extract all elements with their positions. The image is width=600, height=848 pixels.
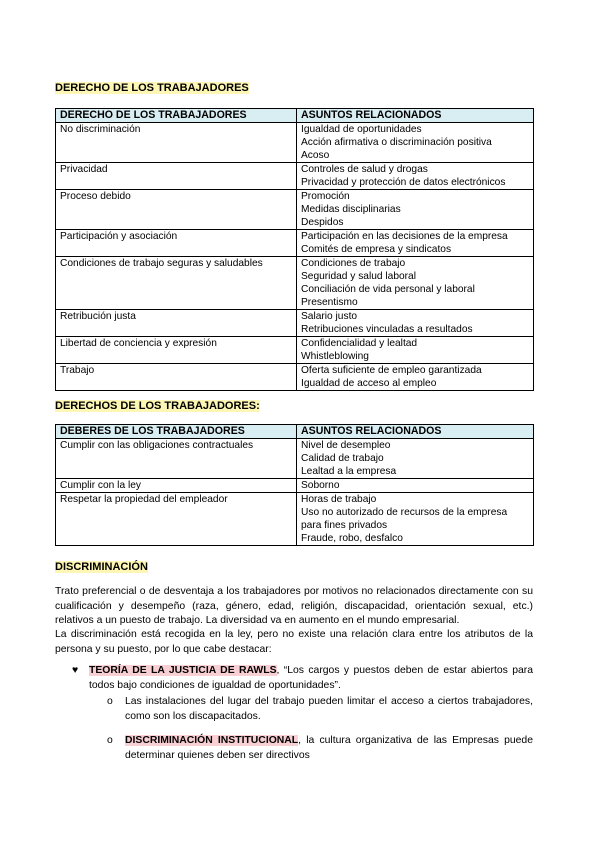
- topic-line: Acoso: [301, 150, 330, 161]
- table-row: [56, 337, 534, 364]
- topic-line: Despidos: [301, 217, 344, 228]
- table-header-row: [56, 425, 534, 439]
- row-label-cell: Cumplir con la ley: [56, 479, 297, 493]
- topic-line: Igualdad de oportunidades: [301, 124, 422, 135]
- row-label-cell: Participación y asociación: [56, 230, 297, 257]
- topic-line: Promoción: [301, 191, 350, 202]
- row-label-cell: Proceso debido: [56, 190, 297, 230]
- institutional-text: , la cultura organizativa de las Empresas puede determinar quienes deben ser directivos: [125, 735, 533, 761]
- paragraph-law: La discriminación está recogida en la ley, pero no existe una relación clara entre los atributos de la persona y su puesto, por lo que cabe destacar:: [55, 629, 533, 655]
- topic-line: Confidencialidad y lealtad: [301, 338, 418, 349]
- topic-line: Fraude, robo, desfalco: [301, 533, 403, 544]
- table-row: [56, 230, 534, 257]
- topic-line: Oferta suficiente de empleo garantizada: [301, 365, 482, 376]
- rights-table: [55, 108, 534, 391]
- row-topics-cell: [297, 479, 534, 493]
- duties-table: [55, 424, 534, 546]
- row-label-cell: Cumplir con las obligaciones contractuales: [56, 439, 297, 479]
- topic-line: Controles de salud y drogas: [301, 164, 428, 175]
- institutional-term: DISCRIMINACIÓN INSTITUCIONAL: [125, 735, 299, 746]
- table-row: [56, 257, 534, 310]
- row-label-cell: Retribución justa: [56, 310, 297, 337]
- topic-line: Seguridad y salud laboral: [301, 271, 416, 282]
- rawls-term: TEORÍA DE LA JUSTICIA DE RAWLS: [89, 665, 277, 676]
- topic-line: Horas de trabajo: [301, 494, 377, 505]
- rawls-text: , “Los cargos y puestos deben de estar abiertos para todos bajo condiciones de igualdad de oportunidades”.: [89, 665, 533, 691]
- topic-line: Participación en las decisiones de la empresa: [301, 231, 508, 242]
- table-row: [56, 479, 534, 493]
- topic-line: para fines privados: [301, 520, 388, 531]
- row-topics-cell: [297, 230, 534, 257]
- sub-bullet-facilities: Las instalaciones del lugar del trabajo pueden limitar el acceso a ciertos trabajadores, como son los discapacitados.: [125, 696, 533, 722]
- table-row: [56, 364, 534, 391]
- topic-line: Privacidad y protección de datos electrónicos: [301, 177, 506, 188]
- row-label-cell: Libertad de conciencia y expresión: [56, 337, 297, 364]
- heart-bullet-icon: ♥: [72, 665, 79, 676]
- row-label-cell: Trabajo: [56, 364, 297, 391]
- row-topics-cell: [297, 310, 534, 337]
- heading-derecho: [55, 82, 249, 94]
- row-label-cell: Respetar la propiedad del empleador: [56, 493, 297, 546]
- row-topics-cell: [297, 123, 534, 163]
- header-cell: DERECHO DE LOS TRABAJADORES: [56, 109, 297, 123]
- topic-line: Medidas disciplinarias: [301, 204, 401, 215]
- topic-line: Whistleblowing: [301, 351, 369, 362]
- row-topics-cell: [297, 163, 534, 190]
- table-row: [56, 493, 534, 546]
- table-header-row: [56, 109, 534, 123]
- header-cell: ASUNTOS RELACIONADOS: [297, 425, 534, 439]
- table-row: [56, 310, 534, 337]
- heading-discriminacion-text: DISCRIMINACIÓN: [55, 561, 148, 573]
- heading-derecho-text: DERECHO DE LOS TRABAJADORES: [55, 82, 249, 94]
- topic-line: Comités de empresa y sindicatos: [301, 244, 452, 255]
- row-topics-cell: [297, 190, 534, 230]
- heading-derechos-text: DERECHOS DE LOS TRABAJADORES:: [55, 400, 260, 412]
- table-row: [56, 163, 534, 190]
- table-row: [56, 123, 534, 163]
- row-label-cell: No discriminación: [56, 123, 297, 163]
- heading-derechos: [55, 400, 260, 412]
- header-cell: DEBERES DE LOS TRABAJADORES: [56, 425, 297, 439]
- table-row: [56, 190, 534, 230]
- row-topics-cell: [297, 257, 534, 310]
- heading-discriminacion: [55, 561, 148, 573]
- topic-line: Calidad de trabajo: [301, 453, 384, 464]
- topic-line: Presentismo: [301, 297, 358, 308]
- topic-line: Salario justo: [301, 311, 358, 322]
- circle-bullet-icon: o: [107, 735, 113, 746]
- header-cell: ASUNTOS RELACIONADOS: [297, 109, 534, 123]
- paragraph-definition: Trato preferencial o de desventaja a los trabajadores por motivos no relacionados directamente con su cualificación y desempeño (raza, género, edad, religión, discapacidad, orientación sexual, etc.) relativos a un puesto de trabajo. La diversidad va en aumento en el mundo empresarial.: [55, 586, 533, 627]
- bullet-rawls: [89, 664, 533, 693]
- row-topics-cell: [297, 364, 534, 391]
- topic-line: Acción afirmativa o discriminación positiva: [301, 137, 492, 148]
- row-label-cell: Condiciones de trabajo seguras y saludables: [56, 257, 297, 310]
- row-topics-cell: [297, 337, 534, 364]
- topic-line: Retribuciones vinculadas a resultados: [301, 324, 473, 335]
- row-topics-cell: [297, 439, 534, 479]
- table-row: [56, 439, 534, 479]
- topic-line: Igualdad de acceso al empleo: [301, 378, 437, 389]
- row-label-cell: Privacidad: [56, 163, 297, 190]
- topic-line: Conciliación de vida personal y laboral: [301, 284, 475, 295]
- topic-line: Lealtad a la empresa: [301, 466, 397, 477]
- sub-bullet-institutional: [125, 734, 533, 763]
- topic-line: Condiciones de trabajo: [301, 258, 406, 269]
- row-topics-cell: [297, 493, 534, 546]
- topic-line: Soborno: [301, 480, 340, 491]
- circle-bullet-icon: o: [107, 696, 113, 707]
- topic-line: Nivel de desempleo: [301, 440, 391, 451]
- topic-line: Uso no autorizado de recursos de la empresa: [301, 507, 508, 518]
